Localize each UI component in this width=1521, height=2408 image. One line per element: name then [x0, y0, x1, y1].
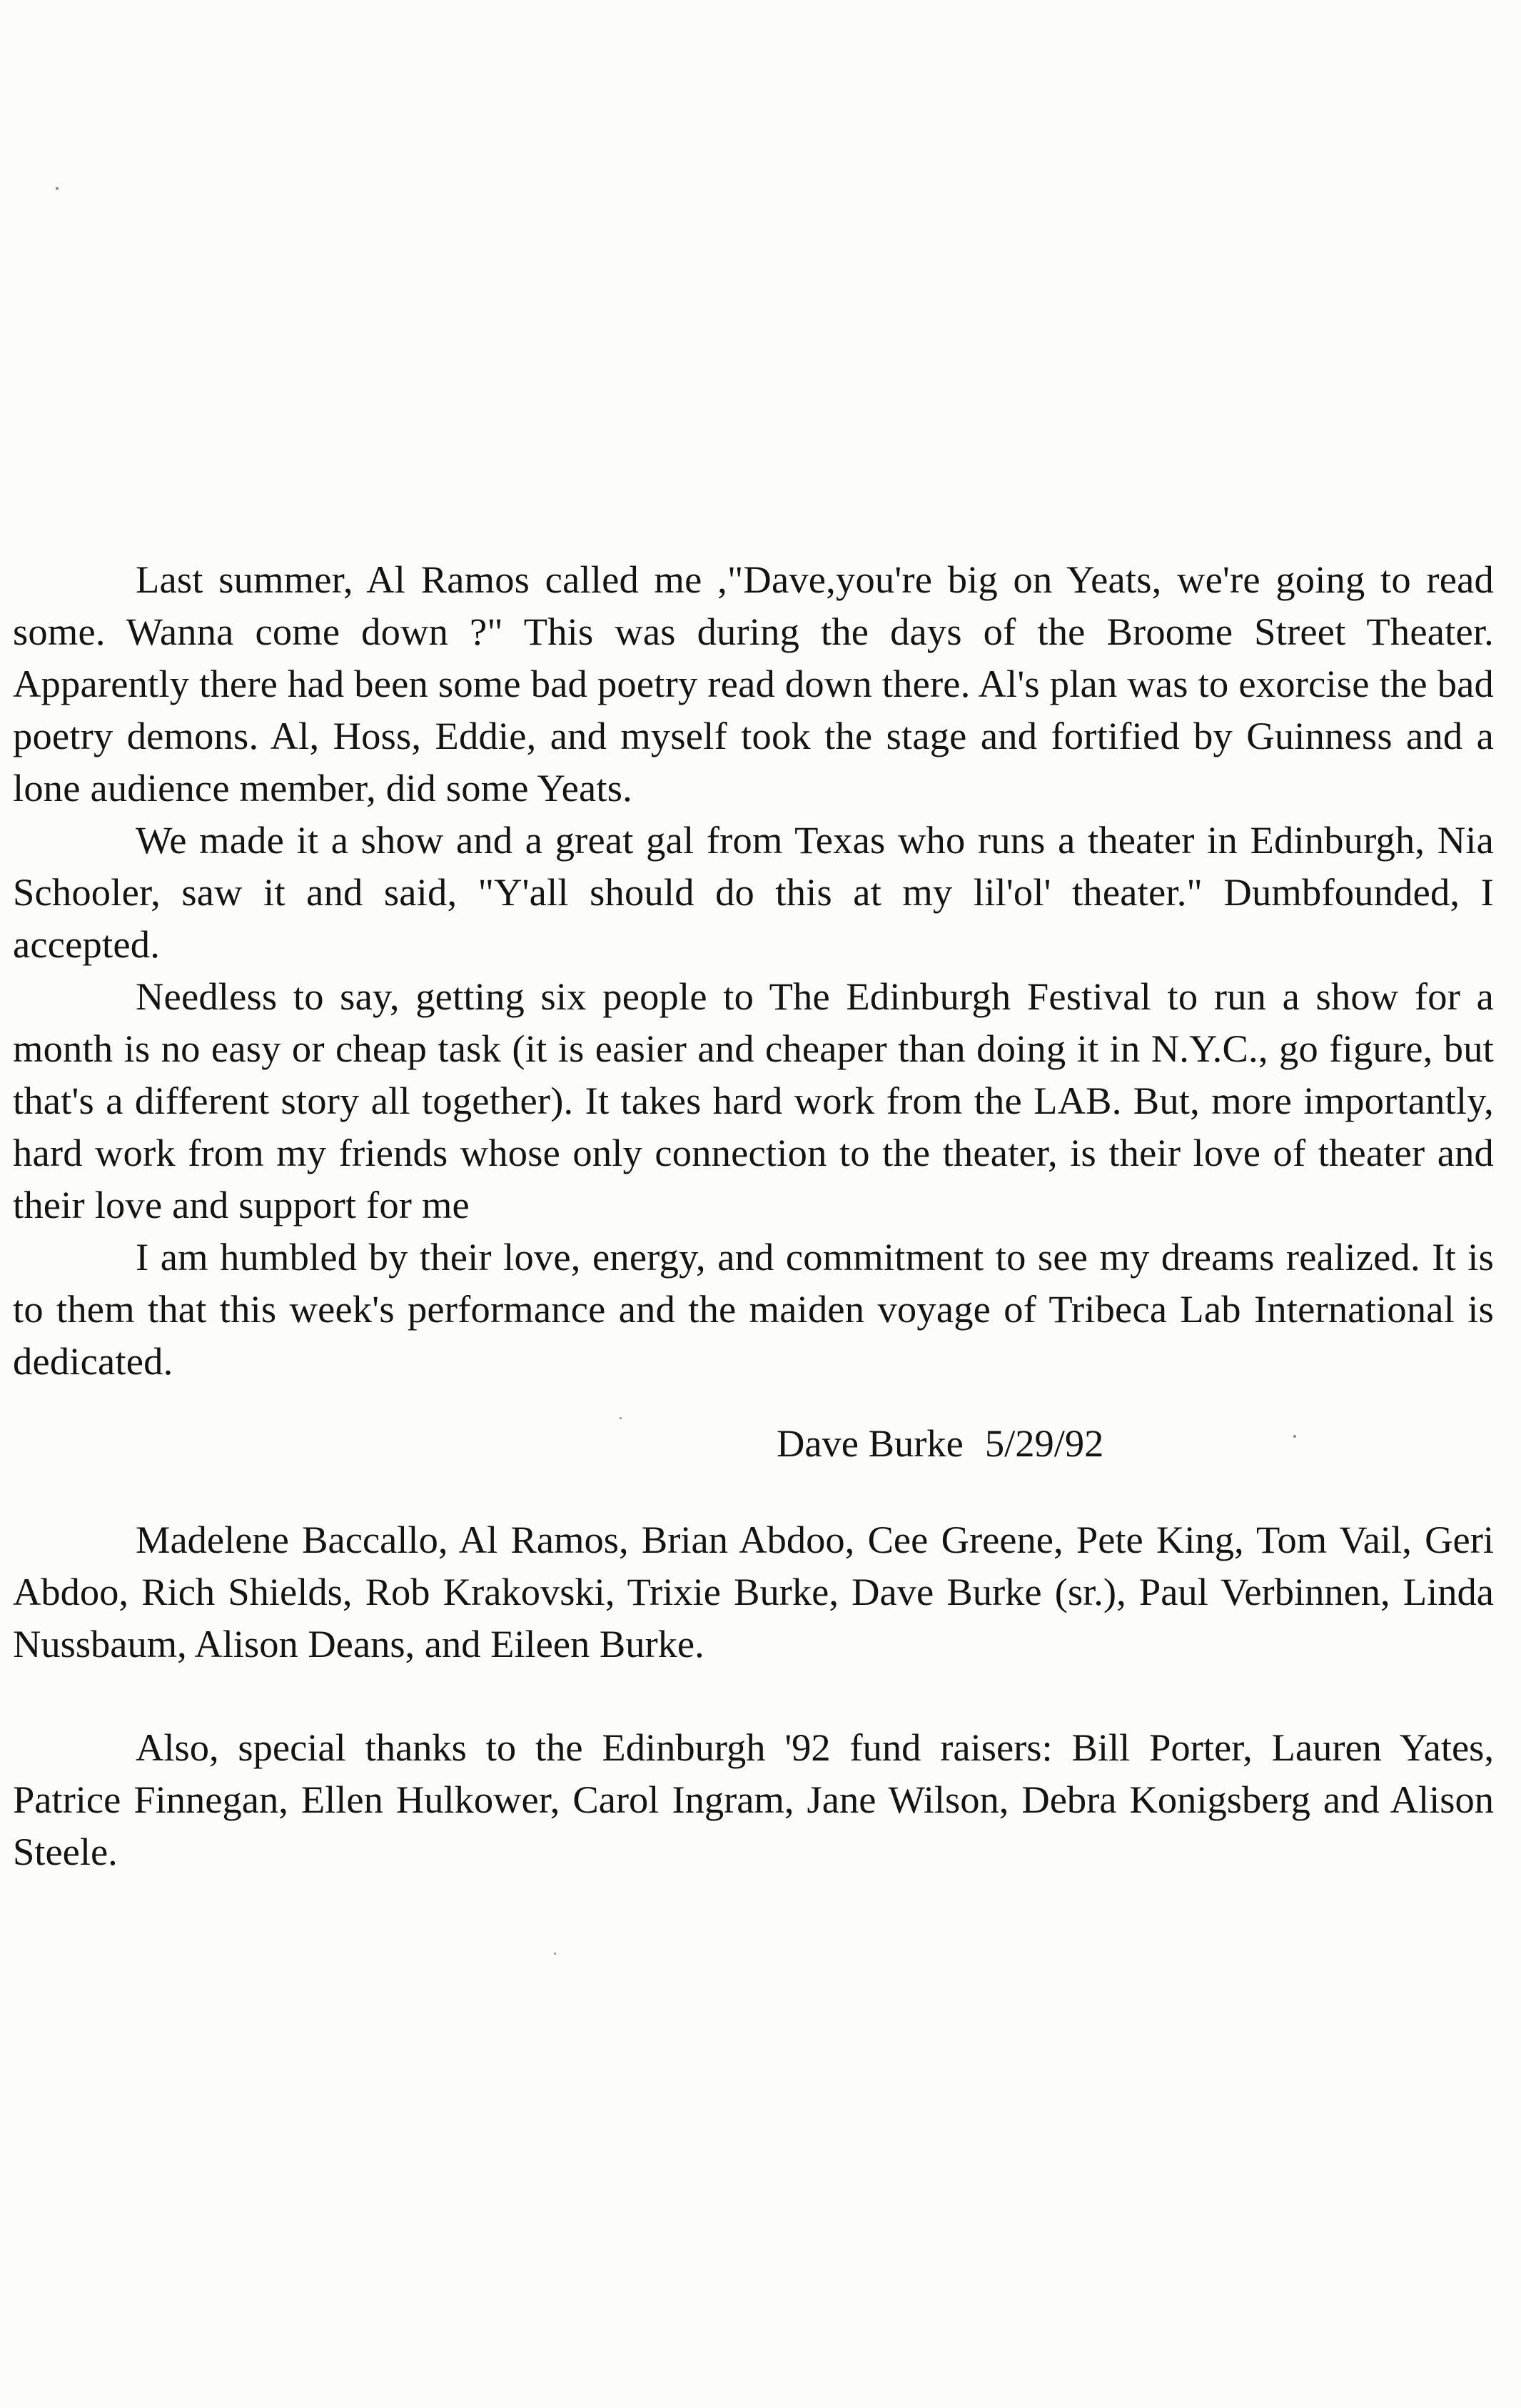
- letter-paragraph-1: Last summer, Al Ramos called me ,"Dave,you're big on Yeats, we're going to read some. Wanna come down ?" This was during the days of the Broome Street Theater. Apparently there had been some bad poetry read down there. Al's plan was to exorcise the bad poetry demons. Al, Hoss, Eddie, and myself took the stage and fortified by Guinness and a lone audience member, did some Yeats.: [13, 558, 1494, 810]
- letter-paragraph-4: I am humbled by their love, energy, and commitment to see my dreams realized. It is to them that this week's performance and the maiden voyage of Tribeca Lab International is dedicated.: [13, 1235, 1494, 1383]
- thanks-names-paragraph: Madelene Baccallo, Al Ramos, Brian Abdoo, Cee Greene, Pete King, Tom Vail, Geri Abdoo, Rich Shields, Rob Krakovski, Trixie Burke, Dave Burke (sr.), Paul Verbinnen, Linda Nussbaum, Alison Deans, and Eileen Burke.: [13, 1518, 1494, 1666]
- letter-paragraph-2: We made it a show and a great gal from Texas who runs a theater in Edinburgh, Nia Schooler, saw it and said, "Y'all should do this at my lil'ol' theater." Dumbfounded, I accepted.: [13, 818, 1494, 966]
- scan-speck: [620, 1417, 622, 1419]
- signature-line: [777, 1417, 1103, 1469]
- scan-speck: [554, 1953, 556, 1955]
- scan-speck: [56, 187, 59, 190]
- signature-name: Dave Burke: [777, 1421, 964, 1465]
- letter-paragraph-3: Needless to say, getting six people to The Edinburgh Festival to run a show for a month is no easy or cheap task (it is easier and cheaper than doing it in N.Y.C., go figure, but that's a different story all together). It takes hard work from the LAB. But, more importantly, hard work from my friends whose only connection to the theater, is their love of theater and their love and support for me: [13, 974, 1494, 1226]
- fund-raisers-paragraph: Also, special thanks to the Edinburgh '92 fund raisers: Bill Porter, Lauren Yates, Patrice Finnegan, Ellen Hulkower, Carol Ingram, Jane Wilson, Debra Konigsberg and Alison Steele.: [13, 1726, 1494, 1873]
- scan-speck: [1293, 1435, 1296, 1438]
- acknowledgements: [13, 1513, 1494, 1929]
- signature-date: 5/29/92: [984, 1421, 1104, 1465]
- letter-body: [13, 553, 1494, 1387]
